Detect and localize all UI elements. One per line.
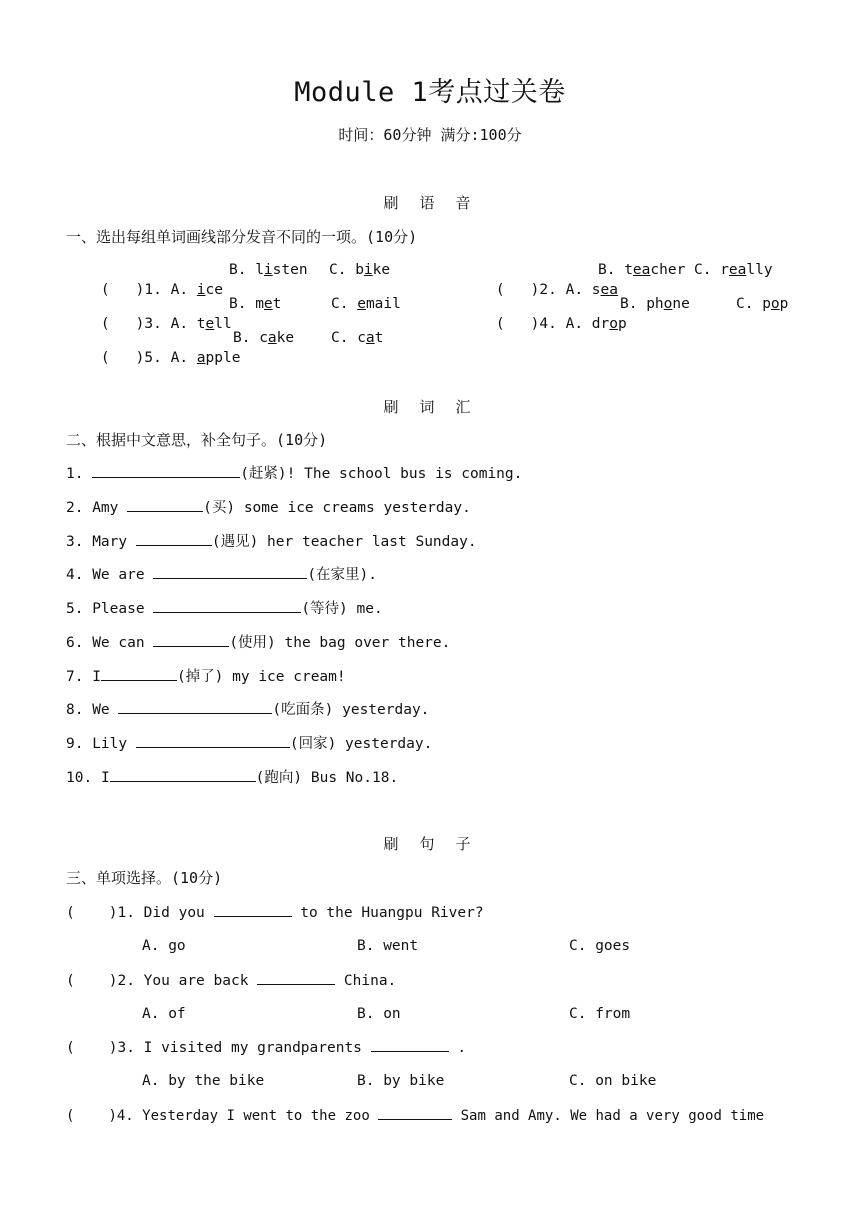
section-heading-vocab: 刷 词 汇 bbox=[383, 398, 477, 416]
mc-q4: ( )4. Yesterday I went to the zoo Sam and Amy. We had a very good time bbox=[66, 1105, 764, 1125]
phonics-q4: ( )4. A. drop bbox=[495, 316, 627, 332]
phonics-q2-b: B. teacher bbox=[598, 262, 686, 278]
answer-blank[interactable] bbox=[257, 970, 335, 985]
section-heading-phonics: 刷 语 音 bbox=[383, 194, 477, 212]
phonics-q3: ( )3. A. tell bbox=[100, 316, 232, 332]
part1-instruction: 一、选出每组单词画线部分发音不同的一项。(10分) bbox=[66, 228, 418, 246]
mc-q3-option-c[interactable]: C. on bike bbox=[569, 1073, 657, 1089]
mc-q2-option-b[interactable]: B. on bbox=[357, 1006, 401, 1022]
section-heading-sentence: 刷 句 子 bbox=[383, 835, 477, 853]
vocab-item-3: 3. Mary (遇见) her teacher last Sunday. bbox=[66, 531, 477, 551]
part2-instruction: 二、根据中文意思，补全句子。(10分) bbox=[66, 431, 328, 449]
mc-q1-option-a[interactable]: A. go bbox=[142, 938, 186, 954]
vocab-item-9: 9. Lily (回家) yesterday. bbox=[66, 733, 432, 753]
vocab-item-1: 1. (赶紧)! The school bus is coming. bbox=[66, 463, 522, 483]
vocab-item-2: 2. Amy (买) some ice creams yesterday. bbox=[66, 497, 471, 517]
mc-q2: ( )2. You are back China. bbox=[66, 970, 396, 990]
mc-q1-option-c[interactable]: C. goes bbox=[569, 938, 631, 954]
answer-blank[interactable] bbox=[153, 632, 229, 647]
phonics-q5: ( )5. A. apple bbox=[100, 350, 241, 366]
answer-blank[interactable] bbox=[136, 531, 212, 546]
phonics-q1-c: C. bike bbox=[329, 262, 391, 278]
answer-blank[interactable] bbox=[101, 666, 177, 681]
phonics-q2-c: C. really bbox=[694, 262, 773, 278]
answer-blank[interactable] bbox=[127, 497, 203, 512]
answer-blank[interactable] bbox=[371, 1037, 449, 1052]
answer-blank[interactable] bbox=[136, 733, 290, 748]
phonics-q5-b: B. cake bbox=[233, 330, 295, 346]
vocab-item-7: 7. I (掉了) my ice cream! bbox=[66, 666, 346, 686]
mc-q3-option-a[interactable]: A. by the bike bbox=[142, 1073, 265, 1089]
mc-q3-option-b[interactable]: B. by bike bbox=[357, 1073, 445, 1089]
answer-blank[interactable] bbox=[214, 902, 292, 917]
vocab-item-10: 10. I (跑向) Bus No.18. bbox=[66, 767, 398, 787]
vocab-item-4: 4. We are (在家里). bbox=[66, 564, 377, 584]
phonics-q3-c: C. email bbox=[331, 296, 401, 312]
phonics-q2: ( )2. A. sea bbox=[495, 282, 618, 298]
page-title: Module 1考点过关卷 bbox=[294, 77, 566, 108]
answer-blank[interactable] bbox=[118, 699, 272, 714]
phonics-q1: ( )1. A. ice bbox=[100, 282, 223, 298]
answer-blank[interactable] bbox=[153, 564, 307, 579]
vocab-item-8: 8. We (吃面条) yesterday. bbox=[66, 699, 429, 719]
answer-blank[interactable] bbox=[92, 463, 240, 478]
mc-q1-option-b[interactable]: B. went bbox=[357, 938, 419, 954]
mc-q2-option-c[interactable]: C. from bbox=[569, 1006, 631, 1022]
phonics-q4-c: C. pop bbox=[736, 296, 789, 312]
phonics-q3-b: B. met bbox=[229, 296, 282, 312]
answer-blank[interactable] bbox=[110, 767, 256, 782]
vocab-item-6: 6. We can (使用) the bag over there. bbox=[66, 632, 450, 652]
mc-q2-option-a[interactable]: A. of bbox=[142, 1006, 186, 1022]
answer-blank[interactable] bbox=[153, 598, 301, 613]
phonics-q4-b: B. phone bbox=[620, 296, 690, 312]
part3-instruction: 三、单项选择。(10分) bbox=[66, 869, 223, 887]
mc-q3: ( )3. I visited my grandparents . bbox=[66, 1037, 466, 1057]
mc-q1: ( )1. Did you to the Huangpu River? bbox=[66, 902, 484, 922]
answer-blank[interactable] bbox=[378, 1105, 452, 1120]
phonics-q5-c: C. cat bbox=[331, 330, 384, 346]
vocab-item-5: 5. Please (等待) me. bbox=[66, 598, 383, 618]
phonics-q1-b: B. listen bbox=[229, 262, 308, 278]
page-subtitle: 时间：60分钟 满分:100分 bbox=[338, 126, 522, 144]
